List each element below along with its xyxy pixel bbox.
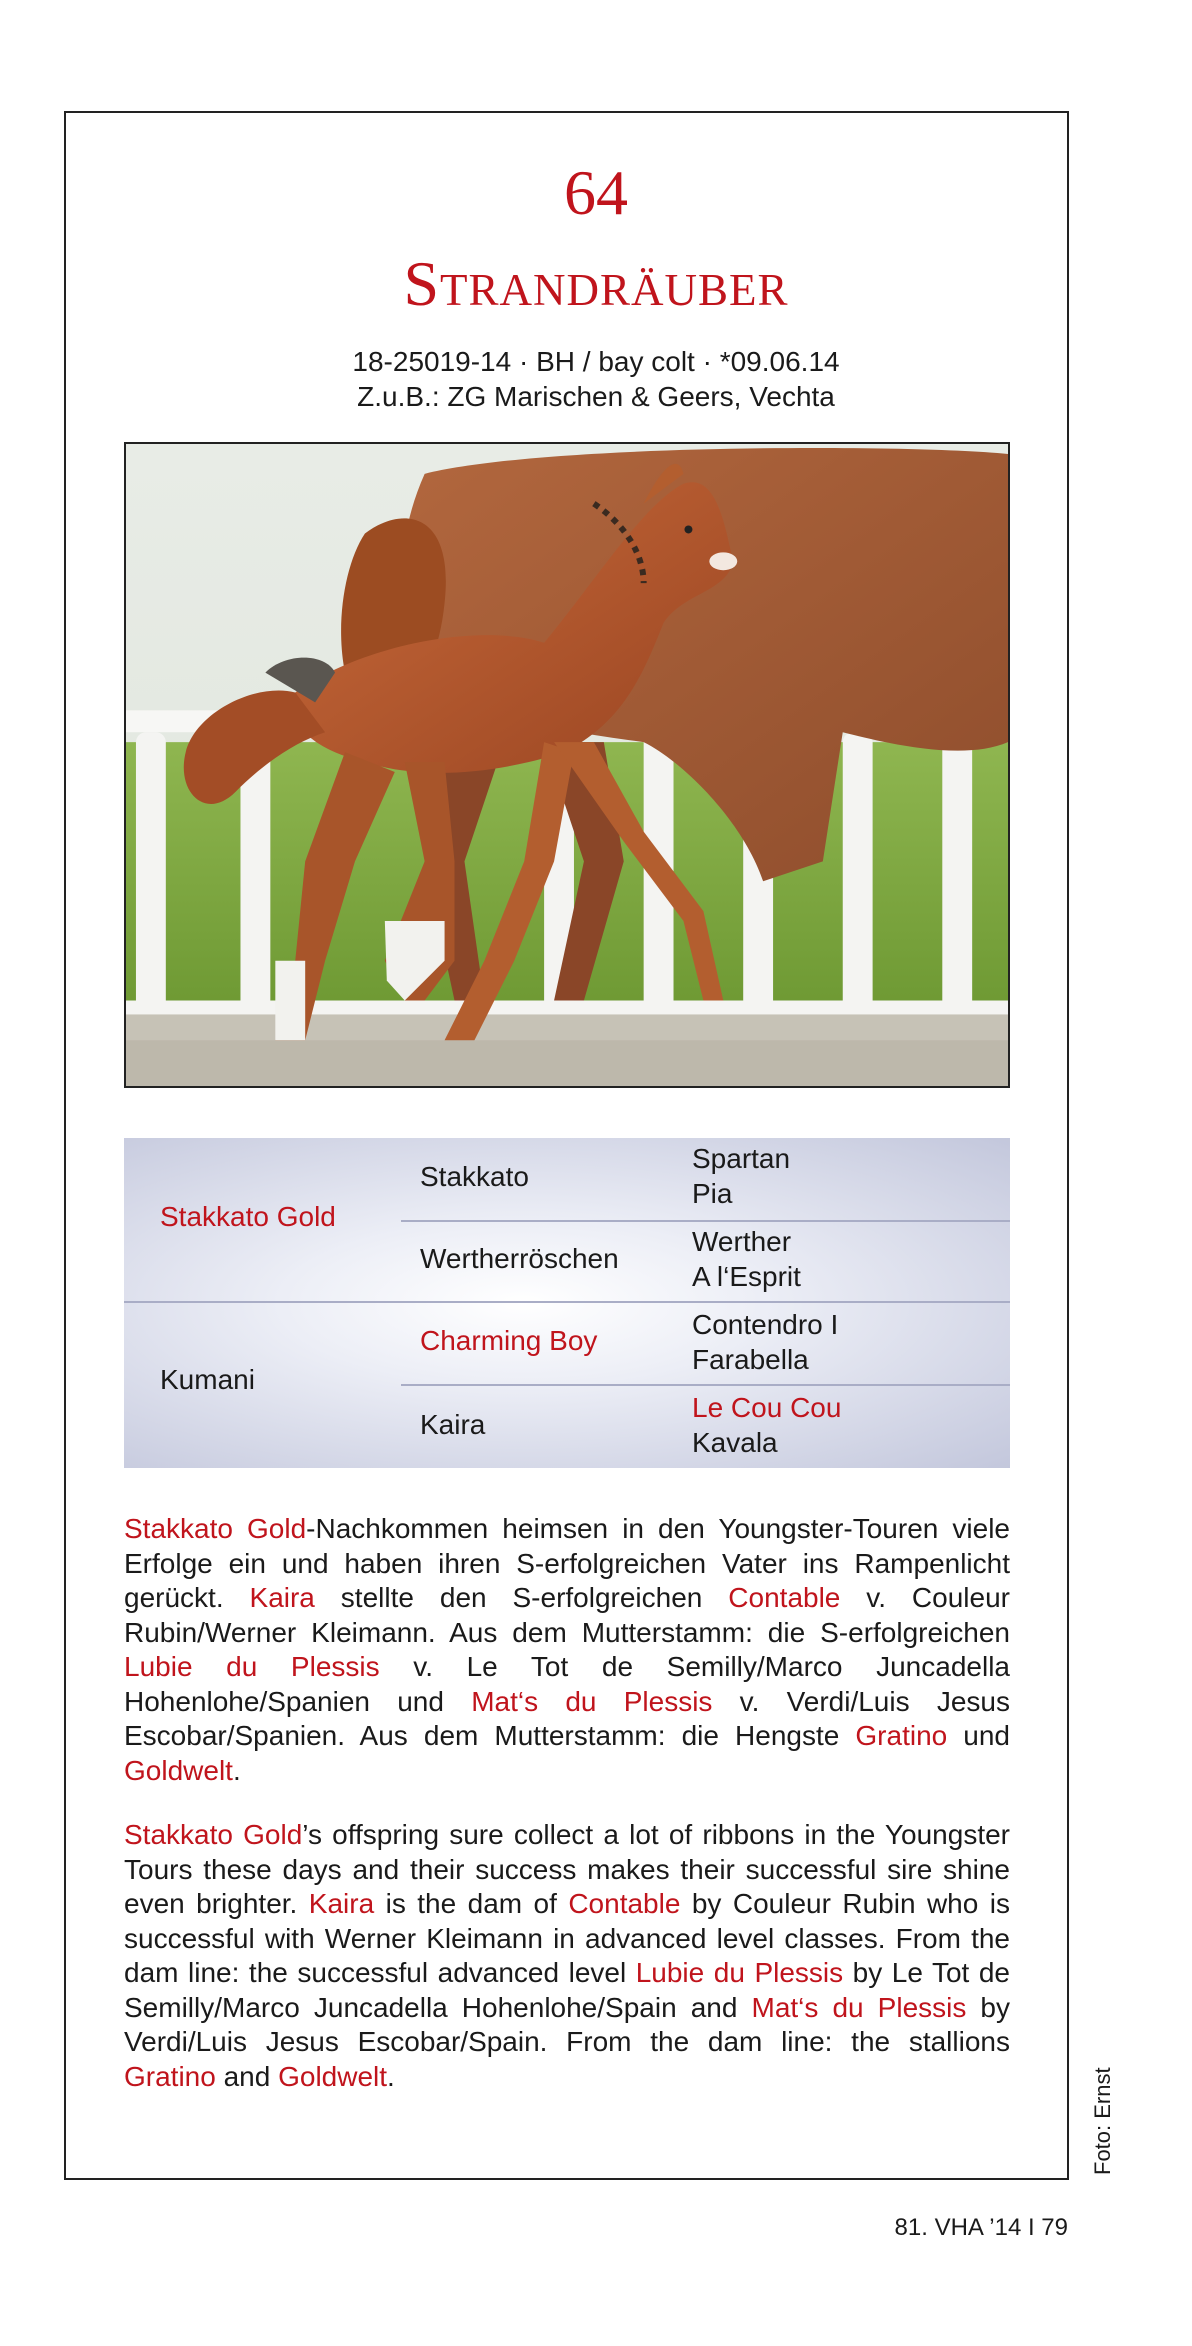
pedigree-dam: Kumani — [160, 1364, 255, 1395]
text-run: v. Le Tot de Semilly/Marco Juncadella Hohenlohe/Spanien und — [124, 1651, 1010, 1717]
text-run: . — [387, 2060, 395, 2092]
horse-photo — [124, 442, 1010, 1088]
horse-name-highlight: Stakkato Gold — [124, 1819, 303, 1850]
text-run: v. Couleur Rubin/Werner Kleimann. Aus dem Mutterstamm: die S-erfolgreichen — [124, 1582, 1010, 1648]
text-run: v. Verdi/Luis Jesus Escobar/Spanien. Aus dem Mutterstamm: die Hengste — [124, 1685, 1010, 1751]
horse-name-highlight: Stakkato Gold — [124, 1513, 307, 1544]
description-german — [124, 1512, 1010, 1788]
description-english — [124, 1818, 1010, 2094]
horse-name-highlight: Goldwelt — [278, 2060, 388, 2092]
text-run: by Verdi/Luis Jesus Escobar/Spain. From the dam line: the stallions — [124, 1991, 1010, 2057]
pedigree-ggp-2: Pia — [692, 1178, 733, 1209]
pedigree-ggp-6: Farabella — [692, 1344, 809, 1375]
text-run: by Le Tot de Semilly/Marco Juncadella Hohenlohe/Spain and — [124, 1957, 1010, 2023]
text-run: by Couleur Rubin who is successful with Werner Kleimann in advanced level classes. From the dam line: the successful advanced level — [124, 1888, 1010, 1988]
pedigree-dam-sire: Charming Boy — [420, 1325, 598, 1356]
text-run: -Nachkommen heimsen in den Youngster-Touren viele Erfolge ein und haben ihren S-erfolgreichen Vater ins Rampenlicht gerückt. — [124, 1513, 1010, 1613]
horse-name-highlight: Goldwelt — [124, 1754, 233, 1786]
text-run: stellte den S-erfolgreichen — [314, 1582, 729, 1613]
breeder-owner: Z.u.B.: ZG Marischen & Geers, Vechta — [357, 381, 835, 412]
pedigree-sire-sire: Stakkato — [420, 1161, 529, 1192]
lot-number: 64 — [564, 157, 628, 228]
horse-name-highlight: Mat‘s du Plessis — [471, 1685, 713, 1717]
pedigree-table — [124, 1138, 1010, 1468]
pedigree-ggp-8: Kavala — [692, 1427, 778, 1458]
pedigree-sire: Stakkato Gold — [160, 1201, 336, 1232]
text-run: . — [232, 1754, 241, 1786]
horse-name-highlight: Kaira — [308, 1888, 375, 1919]
text-run: and — [215, 2060, 279, 2092]
page-footer: 81. VHA ’14 I 79 — [894, 2214, 1068, 2241]
pedigree-sire-dam: Wertherröschen — [420, 1243, 619, 1274]
english-paragraph — [124, 1818, 1010, 2094]
pedigree-ggp-5: Contendro I — [692, 1309, 839, 1340]
photo-credit: Foto: Ernst — [1090, 2067, 1115, 2175]
pedigree-ggp-3: Werther — [692, 1226, 792, 1257]
horse-name-highlight: Gratino — [124, 2060, 216, 2092]
horse-name-highlight: Mat‘s du Plessis — [751, 1991, 967, 2023]
horse-name-highlight: Contable — [568, 1888, 681, 1919]
horse-name: Strandräuber — [403, 248, 789, 319]
german-paragraph — [124, 1512, 1010, 1788]
horse-name-highlight: Gratino — [855, 1720, 948, 1751]
pedigree-ggp-1: Spartan — [692, 1143, 791, 1174]
pedigree-dam-dam: Kaira — [420, 1409, 486, 1440]
horse-name-highlight: Lubie du Plessis — [635, 1957, 844, 1988]
pedigree-ggp-4: A l‘Esprit — [692, 1261, 801, 1292]
text-run: und — [947, 1720, 1011, 1751]
text-run: is the dam of — [374, 1888, 569, 1919]
horse-name-highlight: Contable — [728, 1582, 841, 1613]
text-run: ’s offspring sure collect a lot of ribbons in the Youngster Tours these days and their success makes their successful sire shine even brighter. — [124, 1819, 1010, 1919]
pedigree-ggp-7: Le Cou Cou — [692, 1392, 842, 1423]
horse-details: 18-25019-14 · BH / bay colt · *09.06.14 — [352, 346, 840, 377]
horse-name-highlight: Kaira — [249, 1582, 315, 1613]
horse-name-highlight: Lubie du Plessis — [124, 1651, 380, 1682]
